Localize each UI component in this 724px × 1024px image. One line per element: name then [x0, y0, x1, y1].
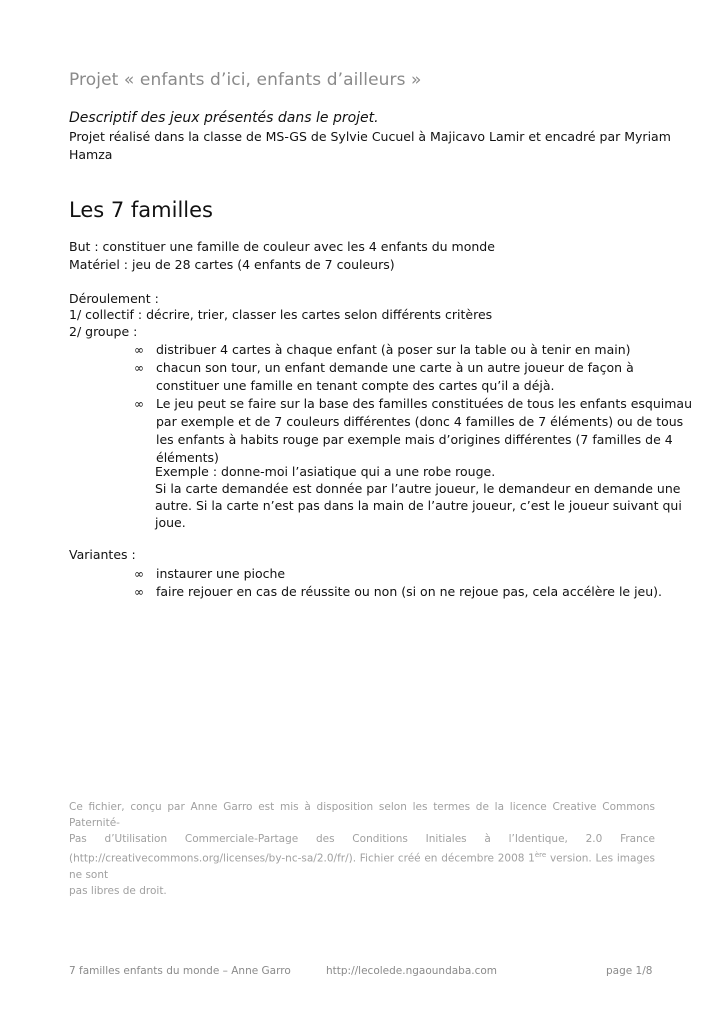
infinity-bullet-icon: ∞ [134, 567, 144, 581]
footer-page-number: page 1/8 [606, 965, 653, 977]
description-line: Projet réalisé dans la classe de MS-GS de Sylvie Cucuel à Majicavo Lamir et encadré par Myriam [69, 129, 671, 144]
description-title: Descriptif des jeux présentés dans le projet. [69, 110, 379, 126]
rule-line: joue. [155, 515, 186, 530]
license-text: version. Les images ne sont [69, 852, 655, 881]
license-line [69, 847, 655, 883]
description-line: Hamza [69, 147, 113, 162]
project-title: Projet « enfants d’ici, enfants d’ailleurs » [69, 70, 422, 90]
license-text: (http://creativecommons.org/licenses/by-nc-sa/2.0/fr/). Fichier créé en décembre 2008 1 [69, 852, 535, 865]
license-notice [69, 799, 655, 899]
step-collective: 1/ collectif : décrire, trier, classer les cartes selon différents critères [69, 307, 493, 322]
list-item-text: les enfants à habits rouge par exemple mais d’origines différentes (7 familles de 4 [156, 432, 673, 447]
license-superscript: ère [534, 851, 547, 859]
footer-author: 7 familles enfants du monde – Anne Garro [69, 965, 291, 977]
rule-line: Si la carte demandée est donnée par l’autre joueur, le demandeur en demande une [155, 481, 681, 496]
list-item-text: constituer une famille en tenant compte des cartes qu’il a déjà. [156, 378, 555, 393]
license-line: Pas d’Utilisation Commerciale-Partage des Conditions Initiales à l’Identique, 2.0 France [69, 833, 655, 845]
infinity-bullet-icon: ∞ [134, 585, 144, 599]
license-line: pas libres de droit. [69, 884, 167, 897]
list-item-text: distribuer 4 cartes à chaque enfant (à poser sur la table ou à tenir en main) [156, 342, 631, 357]
infinity-bullet-icon: ∞ [134, 343, 144, 357]
list-item-text: faire rejouer en cas de réussite ou non (si on ne rejoue pas, cela accélère le jeu). [156, 584, 663, 599]
infinity-bullet-icon: ∞ [134, 361, 144, 375]
material-line: Matériel : jeu de 28 cartes (4 enfants de 7 couleurs) [69, 257, 395, 272]
footer-url: http://lecolede.ngaoundaba.com [326, 965, 498, 977]
variantes-label: Variantes : [69, 547, 136, 562]
list-item-text: par exemple et de 7 couleurs différentes (donc 4 familles de 7 éléments) ou de tous [156, 414, 684, 429]
list-item-text: Le jeu peut se faire sur la base des familles constituées de tous les enfants esquimau [156, 396, 692, 411]
license-line: Ce fichier, conçu par Anne Garro est mis à disposition selon les termes de la licence Creative Commons Paternité- [69, 801, 655, 829]
list-item-text: éléments) [156, 450, 219, 465]
goal-line: But : constituer une famille de couleur avec les 4 enfants du monde [69, 239, 495, 254]
rule-line: autre. Si la carte n’est pas dans la main de l’autre joueur, c’est le joueur suivant qui [155, 498, 682, 513]
section-title: Les 7 familles [69, 198, 213, 222]
example-line: Exemple : donne-moi l’asiatique qui a une robe rouge. [155, 464, 496, 479]
deroulement-label: Déroulement : [69, 291, 159, 306]
list-item-text: chacun son tour, un enfant demande une carte à un autre joueur de façon à [156, 360, 634, 375]
step-group: 2/ groupe : [69, 324, 138, 339]
list-item-text: instaurer une pioche [156, 566, 286, 581]
infinity-bullet-icon: ∞ [134, 397, 144, 411]
